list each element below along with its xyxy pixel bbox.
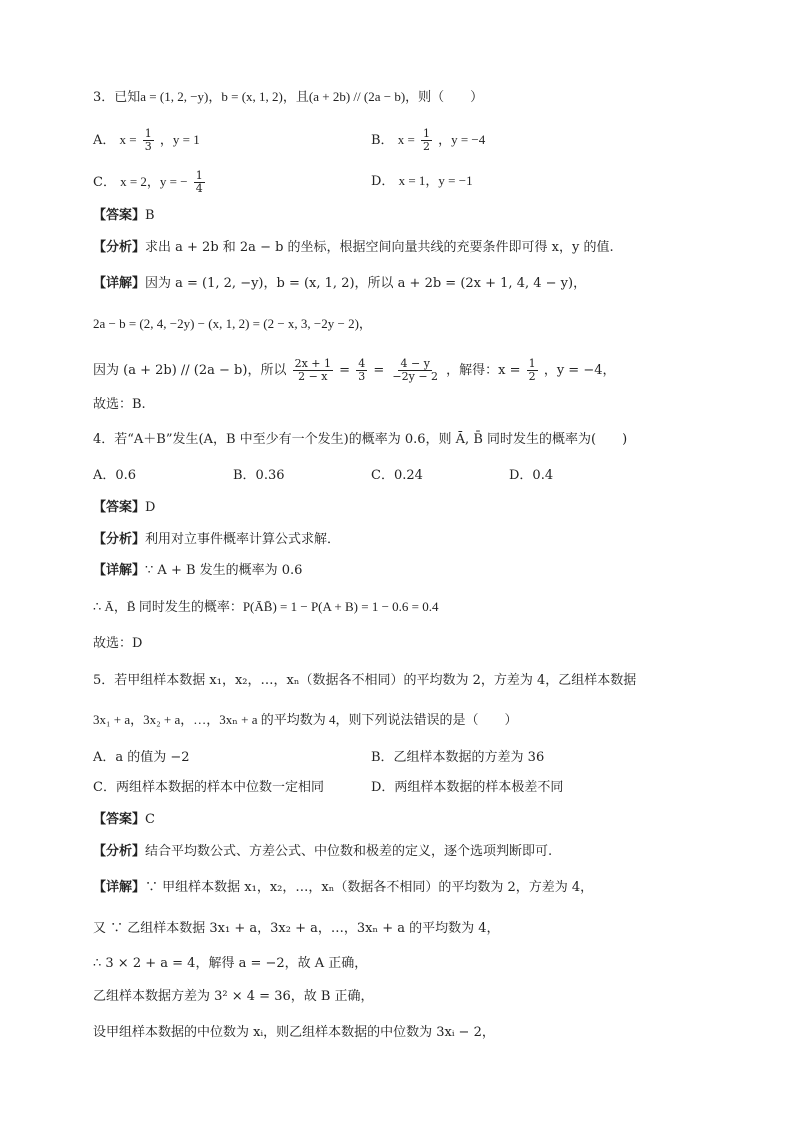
option-text: C．0.24	[371, 468, 423, 483]
q3-option-a-x: x =	[119, 132, 137, 147]
q3-option-a-fraction	[143, 128, 154, 153]
detail-text: ∵ A + B 发生的概率为 0.6	[145, 563, 303, 578]
analysis-text: 结合平均数公式、方差公式、中位数和极差的定义，逐个选项判断即可.	[145, 844, 553, 859]
q5-stem-line-1	[93, 672, 636, 690]
fraction-numerator: 1	[195, 169, 203, 182]
option-text: A．a 的值为 −2	[93, 750, 190, 765]
q3-option-b-x: x =	[397, 132, 415, 147]
q3-detail-line-1	[93, 275, 586, 293]
q5-detail-line-5	[93, 1024, 495, 1042]
q4-stem	[93, 431, 627, 449]
fraction-numerator: 4	[358, 357, 366, 370]
q5-stem-line-2	[93, 711, 518, 730]
q3-option-b	[371, 128, 485, 153]
q3-option-b-label: B．	[371, 133, 394, 148]
q4-choose	[93, 635, 142, 653]
answer-value: C	[145, 812, 155, 827]
equals-sign: =	[339, 363, 351, 378]
q3-vector-b: b = (x, 1, 2)	[221, 89, 283, 104]
q4-option-b	[233, 467, 285, 485]
answer-tag: 【答案】	[93, 500, 146, 515]
q3-fraction-3	[390, 358, 440, 383]
detail-text: 乙组样本数据方差为 3² × 4 = 36，故 B 正确，	[93, 989, 374, 1004]
answer-value: B	[145, 208, 155, 223]
q4-option-c	[371, 467, 423, 485]
q3-detail-line-3	[93, 358, 615, 383]
answer-tag: 【答案】	[93, 208, 146, 223]
q4-detail-line-1	[93, 562, 302, 580]
detail-text: 设甲组样本数据的中位数为 xᵢ，则乙组样本数据的中位数为 3xᵢ − 2，	[93, 1025, 495, 1040]
q3-fraction-2	[356, 358, 367, 383]
q3-stem-sep: ，	[208, 90, 222, 105]
detail-text: ∴ Ā，B̄ 同时发生的概率：P(ĀB̄) = 1 − P(A + B) = 1 − 0.6 = 0.4	[93, 599, 439, 614]
q3-option-a	[93, 128, 200, 153]
detail-text: 2a − b = (2, 4, −2y) − (x, 1, 2) = (2 − x, 3, −2y − 2)，	[93, 316, 372, 331]
q3-option-c	[93, 170, 207, 195]
option-text: D．0.4	[509, 468, 554, 483]
q3-stem-suffix: ，则（ ）	[405, 90, 484, 105]
q3-choose	[93, 396, 146, 414]
q3-detail-line-2	[93, 315, 372, 334]
detail-text: ，y = −4，	[543, 363, 616, 378]
choose-text: 故选：B.	[93, 397, 146, 412]
equals-sign: =	[373, 363, 385, 378]
detail-text: ，解得：x =	[446, 363, 521, 378]
fraction-denominator: 2	[422, 140, 430, 153]
q5-option-d	[371, 779, 563, 797]
q4-option-a	[93, 467, 136, 485]
fraction-denominator: 2 − x	[298, 370, 328, 383]
q4-analysis	[93, 531, 340, 549]
analysis-text: 利用对立事件概率计算公式求解．	[145, 532, 341, 547]
detail-text: 又 ∵ 乙组样本数据 3x₁ + a，3x₂ + a，…，3xₙ + a 的平均数为 4，	[93, 921, 500, 936]
detail-tag: 【详解】	[93, 276, 146, 291]
fraction-denominator: −2y − 2	[392, 370, 439, 383]
option-text: B．乙组样本数据的方差为 36	[371, 750, 545, 765]
analysis-tag: 【分析】	[93, 532, 146, 547]
option-text: C．两组样本数据的样本中位数一定相同	[93, 780, 324, 795]
q3-stem-prefix: 3．已知	[93, 90, 141, 105]
q5-stem-text: 5．若甲组样本数据 x₁，x₂，…，xₙ（数据各不相同）的平均数为 2，方差为 4，乙组样本数据	[93, 673, 637, 688]
fraction-numerator: 1	[144, 127, 152, 140]
fraction-denominator: 4	[195, 182, 203, 195]
q3-option-c-text: x = 2，y = −	[120, 174, 188, 189]
q5-analysis	[93, 843, 552, 861]
q5-option-a	[93, 749, 190, 767]
q5-option-c	[93, 779, 324, 797]
q3-vector-a: a = (1, 2, −y)	[140, 89, 209, 104]
q5-answer	[93, 811, 155, 829]
detail-text: ∵ 甲组样本数据 x₁，x₂，…，xₙ（数据各不相同）的平均数为 2，方差为 4，	[145, 880, 594, 895]
q3-option-c-fraction	[194, 170, 205, 195]
option-text: B．0.36	[233, 468, 285, 483]
detail-tag: 【详解】	[93, 563, 146, 578]
answer-value: D	[145, 500, 156, 515]
detail-tag: 【详解】	[93, 880, 146, 895]
fraction-numerator: 1	[528, 357, 536, 370]
q3-option-c-label: C．	[93, 175, 116, 190]
q3-option-d-label: D．	[371, 174, 395, 189]
q5-option-b	[371, 749, 544, 767]
q3-parallel-condition: (a + 2b) // (2a − b)	[308, 89, 406, 104]
fraction-numerator: 2x + 1	[294, 357, 332, 370]
q4-detail-line-2	[93, 598, 439, 617]
q5-detail-line-1	[93, 879, 593, 897]
q3-option-a-label: A．	[93, 133, 116, 148]
analysis-tag: 【分析】	[93, 844, 146, 859]
q3-option-d-text: x = 1，y = −1	[398, 173, 473, 188]
fraction-denominator: 2	[528, 370, 536, 383]
q5-detail-line-3	[93, 955, 367, 973]
fraction-numerator: 1	[422, 127, 430, 140]
q3-option-b-y: ，y = −4	[438, 132, 486, 147]
q3-analysis	[93, 239, 614, 257]
detail-text: 因为 a = (1, 2, −y)，b = (x, 1, 2)，所以 a + 2b = (2x + 1, 4, 4 − y)，	[145, 276, 587, 291]
q3-option-a-y: ，y = 1	[159, 132, 200, 147]
q5-detail-line-2	[93, 920, 500, 938]
q3-option-b-fraction	[421, 128, 432, 153]
q3-fraction-4	[527, 358, 538, 383]
fraction-denominator: 3	[144, 140, 152, 153]
analysis-tag: 【分析】	[93, 240, 146, 255]
fraction-numerator: 4 − y	[400, 357, 430, 370]
q4-answer	[93, 499, 155, 517]
choose-text: 故选：D	[93, 636, 143, 651]
q4-option-d	[509, 467, 553, 485]
analysis-text: 求出 a + 2b 和 2a − b 的坐标，根据空间向量共线的充要条件即可得 x，y 的值.	[145, 240, 614, 255]
q4-stem-text: 4．若“A＋B”发生(A，B 中至少有一个发生)的概率为 0.6，则 Ā, B̄ 同时发生的概率为( )	[93, 432, 628, 447]
q3-fraction-1	[293, 358, 333, 383]
detail-text: ∴ 3 × 2 + a = 4，解得 a = −2，故 A 正确，	[93, 956, 368, 971]
fraction-denominator: 3	[358, 370, 366, 383]
answer-tag: 【答案】	[93, 812, 146, 827]
q3-answer	[93, 207, 155, 225]
option-text: D．两组样本数据的样本极差不同	[371, 780, 564, 795]
option-text: A．0.6	[93, 468, 137, 483]
q5-detail-line-4	[93, 988, 374, 1006]
detail-text: 因为 (a + 2b) // (2a − b)，所以	[93, 363, 287, 378]
q3-stem	[93, 88, 483, 107]
q5-stem-text: 3x₁ + a，3x₂ + a，…，3xₙ + a 的平均数为 4，则下列说法错误的是（ ）	[93, 712, 518, 727]
q3-option-d	[371, 172, 473, 191]
q3-stem-and: ，且	[282, 90, 309, 105]
